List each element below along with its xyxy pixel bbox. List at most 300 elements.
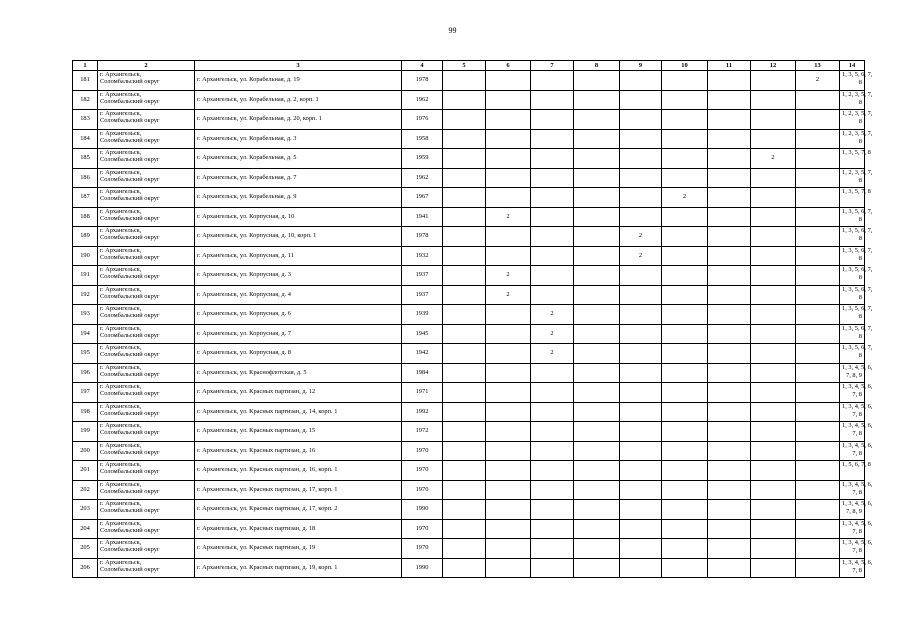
locality-cell [98, 227, 195, 247]
criteria-list-cell [840, 207, 873, 227]
mark-cell-col-11 [708, 402, 751, 422]
table-row [73, 285, 865, 305]
mark-cell-col-11 [708, 383, 751, 403]
address-cell: г. Архангельск, ул. Корабельная, д. 5 [195, 149, 402, 169]
row-number-cell: 200 [73, 441, 98, 461]
mark-cell-col-10 [662, 344, 708, 364]
criteria-list-cell [840, 344, 873, 364]
locality-line: Соломбальский округ [100, 234, 160, 242]
locality-line: Соломбальский округ [100, 331, 160, 339]
row-number-cell: 189 [73, 227, 98, 247]
criteria-line: 7, 8 [852, 547, 862, 554]
mark-cell-col-13 [796, 363, 840, 383]
criteria-line: 7, 8 [852, 449, 862, 457]
year-cell: 1972 [402, 422, 443, 442]
criteria-line: 7, 8 [852, 410, 862, 418]
mark-cell-col-10 [662, 461, 708, 481]
locality-cell [98, 422, 195, 442]
locality-cell [98, 305, 195, 325]
criteria-line: 1, 5, 6, 7, 8 [842, 461, 871, 468]
table-row [73, 246, 865, 266]
column-header: 7 [531, 61, 574, 71]
year-cell: 1958 [402, 129, 443, 149]
mark-cell-col-8 [574, 71, 620, 91]
mark-cell-col-8 [574, 558, 620, 578]
mark-cell-col-9 [620, 344, 662, 364]
locality-line: г. Архангельск, [100, 539, 142, 546]
locality-line: Соломбальский округ [100, 312, 160, 320]
year-cell: 1970 [402, 461, 443, 481]
address-cell: г. Архангельск, ул. Корпусная, д. 3 [195, 266, 402, 286]
criteria-line: 8 [858, 215, 862, 223]
locality-line: Соломбальский округ [100, 78, 160, 86]
mark-cell-col-5 [443, 344, 486, 364]
address-cell: г. Архангельск, ул. Корабельная, д. 2, корп. 1 [195, 90, 402, 110]
table-row [73, 519, 865, 539]
locality-line: Соломбальский округ [100, 351, 160, 359]
mark-cell-col-5 [443, 168, 486, 188]
mark-cell-col-9 [620, 266, 662, 286]
mark-cell-col-10 [662, 558, 708, 578]
year-cell: 1939 [402, 305, 443, 325]
mark-cell-col-5 [443, 246, 486, 266]
mark-cell-col-10 [662, 149, 708, 169]
mark-cell-col-7 [531, 480, 574, 500]
row-number-cell: 194 [73, 324, 98, 344]
locality-cell [98, 500, 195, 520]
criteria-line: 1, 3, 5, 6, 7, [842, 285, 873, 293]
criteria-list-cell [840, 129, 873, 149]
address-cell: г. Архангельск, ул. Красных партизан, д. 16 [195, 441, 402, 461]
mark-cell-col-13 [796, 324, 840, 344]
mark-cell-col-13: 2 [796, 71, 840, 91]
mark-cell-col-9 [620, 441, 662, 461]
table-row [73, 402, 865, 422]
mark-cell-col-8 [574, 207, 620, 227]
column-header: 5 [443, 61, 486, 71]
mark-cell-col-13 [796, 305, 840, 325]
mark-cell-col-6 [486, 71, 531, 91]
mark-cell-col-12 [751, 71, 796, 91]
mark-cell-col-5 [443, 149, 486, 169]
mark-cell-col-8 [574, 480, 620, 500]
criteria-line: 1, 3, 4, 5, 6, [842, 363, 873, 371]
criteria-line: 8 [858, 293, 862, 301]
address-cell: г. Архангельск, ул. Красных партизан, д. 17, корп. 2 [195, 500, 402, 520]
mark-cell-col-11 [708, 461, 751, 481]
mark-cell-col-9 [620, 305, 662, 325]
mark-cell-col-9 [620, 188, 662, 208]
mark-cell-col-8 [574, 402, 620, 422]
locality-cell [98, 539, 195, 559]
row-number-cell: 183 [73, 110, 98, 130]
mark-cell-col-12 [751, 324, 796, 344]
mark-cell-col-13 [796, 402, 840, 422]
mark-cell-col-7 [531, 129, 574, 149]
mark-cell-col-9 [620, 480, 662, 500]
mark-cell-col-10 [662, 227, 708, 247]
mark-cell-col-11 [708, 441, 751, 461]
mark-cell-col-9 [620, 500, 662, 520]
locality-line: Соломбальский округ [100, 175, 160, 183]
mark-cell-col-13 [796, 500, 840, 520]
column-header: 1 [73, 61, 98, 71]
criteria-list-cell [840, 266, 873, 286]
mark-cell-col-5 [443, 285, 486, 305]
criteria-list-cell [840, 519, 873, 539]
mark-cell-col-13 [796, 441, 840, 461]
address-cell: г. Архангельск, ул. Корпусная, д. 8 [195, 344, 402, 364]
mark-cell-col-9 [620, 363, 662, 383]
mark-cell-col-10 [662, 324, 708, 344]
mark-cell-col-10 [662, 305, 708, 325]
mark-cell-col-5 [443, 558, 486, 578]
mark-cell-col-6 [486, 402, 531, 422]
mark-cell-col-9 [620, 90, 662, 110]
mark-cell-col-8 [574, 110, 620, 130]
mark-cell-col-8 [574, 461, 620, 481]
year-cell: 1941 [402, 207, 443, 227]
mark-cell-col-6 [486, 441, 531, 461]
mark-cell-col-7 [531, 168, 574, 188]
mark-cell-col-12: 2 [751, 149, 796, 169]
row-number-cell: 203 [73, 500, 98, 520]
mark-cell-col-13 [796, 110, 840, 130]
mark-cell-col-12 [751, 519, 796, 539]
mark-cell-col-10 [662, 285, 708, 305]
criteria-line: 1, 3, 5, 6, 7, [842, 324, 873, 332]
year-cell: 1959 [402, 149, 443, 169]
mark-cell-col-6 [486, 305, 531, 325]
year-cell: 1962 [402, 90, 443, 110]
mark-cell-col-7 [531, 207, 574, 227]
mark-cell-col-10 [662, 266, 708, 286]
mark-cell-col-8 [574, 129, 620, 149]
locality-line: Соломбальский округ [100, 487, 160, 495]
locality-cell [98, 480, 195, 500]
locality-cell [98, 363, 195, 383]
year-cell: 1978 [402, 71, 443, 91]
row-number-cell: 199 [73, 422, 98, 442]
criteria-line: 1, 3, 4, 5, 6, [842, 519, 873, 527]
mark-cell-col-11 [708, 129, 751, 149]
criteria-line: 7, 8 [852, 430, 862, 437]
mark-cell-col-11 [708, 90, 751, 110]
locality-line: Соломбальский округ [100, 546, 160, 554]
address-cell: г. Архангельск, ул. Корабельная, д. 19 [195, 71, 402, 91]
year-cell: 1984 [402, 363, 443, 383]
mark-cell-col-6 [486, 480, 531, 500]
address-cell: г. Архангельск, ул. Корабельная, д. 7 [195, 168, 402, 188]
row-number-cell: 188 [73, 207, 98, 227]
mark-cell-col-13 [796, 129, 840, 149]
mark-cell-col-13 [796, 383, 840, 403]
mark-cell-col-10 [662, 539, 708, 559]
mark-cell-col-11 [708, 422, 751, 442]
locality-line: г. Архангельск, [100, 129, 142, 137]
locality-line: Соломбальский округ [100, 429, 160, 437]
row-number-cell: 191 [73, 266, 98, 286]
row-number-cell: 206 [73, 558, 98, 578]
mark-cell-col-7 [531, 266, 574, 286]
mark-cell-col-8 [574, 519, 620, 539]
mark-cell-col-11 [708, 188, 751, 208]
mark-cell-col-13 [796, 90, 840, 110]
mark-cell-col-13 [796, 461, 840, 481]
mark-cell-col-6: 2 [486, 207, 531, 227]
locality-cell [98, 188, 195, 208]
column-header: 9 [620, 61, 662, 71]
mark-cell-col-10 [662, 363, 708, 383]
mark-cell-col-5 [443, 305, 486, 325]
table-row [73, 266, 865, 286]
mark-cell-col-7 [531, 227, 574, 247]
locality-line: Соломбальский округ [100, 136, 160, 144]
locality-line: Соломбальский округ [100, 97, 160, 105]
year-cell: 1962 [402, 168, 443, 188]
mark-cell-col-7 [531, 90, 574, 110]
column-header: 6 [486, 61, 531, 71]
mark-cell-col-12 [751, 539, 796, 559]
page-number: 99 [448, 26, 457, 35]
locality-line: Соломбальский округ [100, 214, 160, 222]
mark-cell-col-9: 2 [620, 227, 662, 247]
locality-line: Соломбальский округ [100, 468, 160, 476]
address-cell: г. Архангельск, ул. Корпусная, д. 6 [195, 305, 402, 325]
mark-cell-col-13 [796, 188, 840, 208]
address-cell: г. Архангельск, ул. Корпусная, д. 11 [195, 246, 402, 266]
mark-cell-col-5 [443, 539, 486, 559]
locality-line: г. Архангельск, [100, 461, 142, 468]
criteria-line: 8 [858, 352, 862, 359]
mark-cell-col-12 [751, 480, 796, 500]
criteria-line: 1, 3, 4, 5, 6, [842, 422, 873, 429]
mark-cell-col-9 [620, 149, 662, 169]
address-cell: г. Архангельск, ул. Красных партизан, д. 18 [195, 519, 402, 539]
address-cell: г. Архангельск, ул. Корпусная, д. 10, корп. 1 [195, 227, 402, 247]
mark-cell-col-10: 2 [662, 188, 708, 208]
locality-cell [98, 110, 195, 130]
mark-cell-col-12 [751, 246, 796, 266]
criteria-list-cell [840, 461, 871, 481]
mark-cell-col-10 [662, 207, 708, 227]
row-number-cell: 187 [73, 188, 98, 208]
mark-cell-col-5 [443, 519, 486, 539]
criteria-line: 1, 3, 5, 6, 7, [842, 71, 873, 78]
mark-cell-col-6 [486, 149, 531, 169]
mark-cell-col-6 [486, 110, 531, 130]
criteria-line: 8 [858, 254, 862, 262]
mark-cell-col-8 [574, 344, 620, 364]
mark-cell-col-11 [708, 344, 751, 364]
mark-cell-col-10 [662, 246, 708, 266]
locality-line: г. Архангельск, [100, 285, 142, 293]
mark-cell-col-13 [796, 422, 840, 442]
locality-line: г. Архангельск, [100, 402, 142, 410]
mark-cell-col-12 [751, 285, 796, 305]
mark-cell-col-5 [443, 402, 486, 422]
criteria-list-cell [840, 227, 873, 247]
mark-cell-col-11 [708, 519, 751, 539]
address-cell: г. Архангельск, ул. Красных партизан, д. 12 [195, 383, 402, 403]
mark-cell-col-12 [751, 266, 796, 286]
locality-line: г. Архангельск, [100, 519, 142, 527]
table-row [73, 90, 865, 110]
criteria-list-cell [840, 383, 873, 403]
table-row [73, 383, 865, 403]
mark-cell-col-11 [708, 500, 751, 520]
mark-cell-col-8 [574, 324, 620, 344]
locality-line: г. Архангельск, [100, 227, 142, 234]
locality-line: г. Архангельск, [100, 246, 142, 254]
mark-cell-col-8 [574, 246, 620, 266]
criteria-list-cell [840, 500, 873, 520]
mark-cell-col-5 [443, 363, 486, 383]
mark-cell-col-10 [662, 383, 708, 403]
locality-cell [98, 149, 195, 169]
locality-cell [98, 383, 195, 403]
mark-cell-col-7 [531, 519, 574, 539]
address-cell: г. Архангельск, ул. Корпусная, д. 10 [195, 207, 402, 227]
year-cell: 1971 [402, 383, 443, 403]
mark-cell-col-8 [574, 149, 620, 169]
mark-cell-col-7 [531, 422, 574, 442]
year-cell: 1945 [402, 324, 443, 344]
table-row [73, 71, 865, 91]
mark-cell-col-6 [486, 383, 531, 403]
locality-line: г. Архангельск, [100, 324, 142, 332]
column-header: 11 [708, 61, 751, 71]
address-cell: г. Архангельск, ул. Корабельная, д. 20, корп. 1 [195, 110, 402, 130]
criteria-line: 8 [858, 98, 862, 106]
locality-line: Соломбальский округ [100, 409, 160, 417]
mark-cell-col-6 [486, 363, 531, 383]
mark-cell-col-8 [574, 500, 620, 520]
table-row [73, 305, 865, 325]
locality-line: Соломбальский округ [100, 507, 160, 515]
column-header: 2 [98, 61, 195, 71]
criteria-line: 8 [858, 118, 862, 125]
table-row [73, 539, 865, 559]
mark-cell-col-13 [796, 344, 840, 364]
year-cell: 1970 [402, 519, 443, 539]
mark-cell-col-5 [443, 227, 486, 247]
mark-cell-col-10 [662, 71, 708, 91]
locality-line: Соломбальский округ [100, 448, 160, 456]
locality-line: г. Архангельск, [100, 110, 142, 117]
criteria-list-cell [840, 480, 873, 500]
mark-cell-col-9: 2 [620, 246, 662, 266]
address-cell: г. Архангельск, ул. Корабельная, д. 3 [195, 129, 402, 149]
year-cell: 1990 [402, 558, 443, 578]
locality-line: г. Архангельск, [100, 383, 142, 390]
locality-cell [98, 441, 195, 461]
mark-cell-col-8 [574, 422, 620, 442]
mark-cell-col-13 [796, 285, 840, 305]
year-cell: 1932 [402, 246, 443, 266]
year-cell: 1978 [402, 227, 443, 247]
row-number-cell: 198 [73, 402, 98, 422]
criteria-line: 8 [858, 79, 862, 86]
mark-cell-col-10 [662, 90, 708, 110]
locality-cell [98, 324, 195, 344]
locality-line: г. Архангельск, [100, 480, 142, 488]
mark-cell-col-13 [796, 480, 840, 500]
mark-cell-col-9 [620, 519, 662, 539]
criteria-line: 8 [858, 176, 862, 184]
mark-cell-col-6 [486, 539, 531, 559]
column-header: 14 [840, 61, 865, 71]
row-number-cell: 196 [73, 363, 98, 383]
row-number-cell: 182 [73, 90, 98, 110]
criteria-list-cell [840, 168, 873, 188]
mark-cell-col-13 [796, 227, 840, 247]
locality-cell [98, 207, 195, 227]
mark-cell-col-6: 2 [486, 285, 531, 305]
criteria-line: 1, 3, 5, 6, 7, [842, 207, 873, 215]
address-cell: г. Архангельск, ул. Красных партизан, д. 17, корп. 1 [195, 480, 402, 500]
mark-cell-col-13 [796, 149, 840, 169]
mark-cell-col-7 [531, 246, 574, 266]
mark-cell-col-7 [531, 149, 574, 169]
mark-cell-col-6 [486, 500, 531, 520]
address-cell: г. Архангельск, ул. Корабельная, д. 9 [195, 188, 402, 208]
mark-cell-col-8 [574, 168, 620, 188]
locality-cell [98, 344, 195, 364]
table-row [73, 441, 865, 461]
locality-line: Соломбальский округ [100, 117, 160, 125]
locality-line: г. Архангельск, [100, 344, 142, 351]
criteria-line: 7, 8 [852, 566, 862, 574]
mark-cell-col-11 [708, 110, 751, 130]
mark-cell-col-7 [531, 363, 574, 383]
year-cell: 1967 [402, 188, 443, 208]
mark-cell-col-5 [443, 383, 486, 403]
mark-cell-col-12 [751, 363, 796, 383]
criteria-list-cell [840, 285, 873, 305]
mark-cell-col-9 [620, 402, 662, 422]
mark-cell-col-8 [574, 363, 620, 383]
table-row [73, 344, 865, 364]
mark-cell-col-12 [751, 129, 796, 149]
table-row [73, 422, 865, 442]
year-cell: 1992 [402, 402, 443, 422]
address-cell: г. Архангельск, ул. Красных партизан, д. 19, корп. 1 [195, 558, 402, 578]
mark-cell-col-6 [486, 558, 531, 578]
mark-cell-col-8 [574, 188, 620, 208]
mark-cell-col-8 [574, 90, 620, 110]
criteria-line: 1, 3, 4, 5, 6, [842, 480, 873, 488]
mark-cell-col-8 [574, 305, 620, 325]
mark-cell-col-12 [751, 344, 796, 364]
criteria-list-cell [840, 188, 871, 208]
mark-cell-col-9 [620, 168, 662, 188]
mark-cell-col-12 [751, 207, 796, 227]
mark-cell-col-6: 2 [486, 266, 531, 286]
mark-cell-col-9 [620, 422, 662, 442]
criteria-line: 8 [858, 313, 862, 320]
criteria-line: 7, 8 [852, 527, 862, 535]
mark-cell-col-6 [486, 324, 531, 344]
mark-cell-col-12 [751, 441, 796, 461]
mark-cell-col-13 [796, 207, 840, 227]
address-cell: г. Архангельск, ул. Краснофлотская, д. 5 [195, 363, 402, 383]
criteria-line: 1, 3, 4, 5, 6, [842, 500, 873, 507]
criteria-line: 1, 2, 3, 5, 7, [842, 129, 873, 137]
mark-cell-col-10 [662, 129, 708, 149]
mark-cell-col-11 [708, 168, 751, 188]
column-header: 13 [796, 61, 840, 71]
